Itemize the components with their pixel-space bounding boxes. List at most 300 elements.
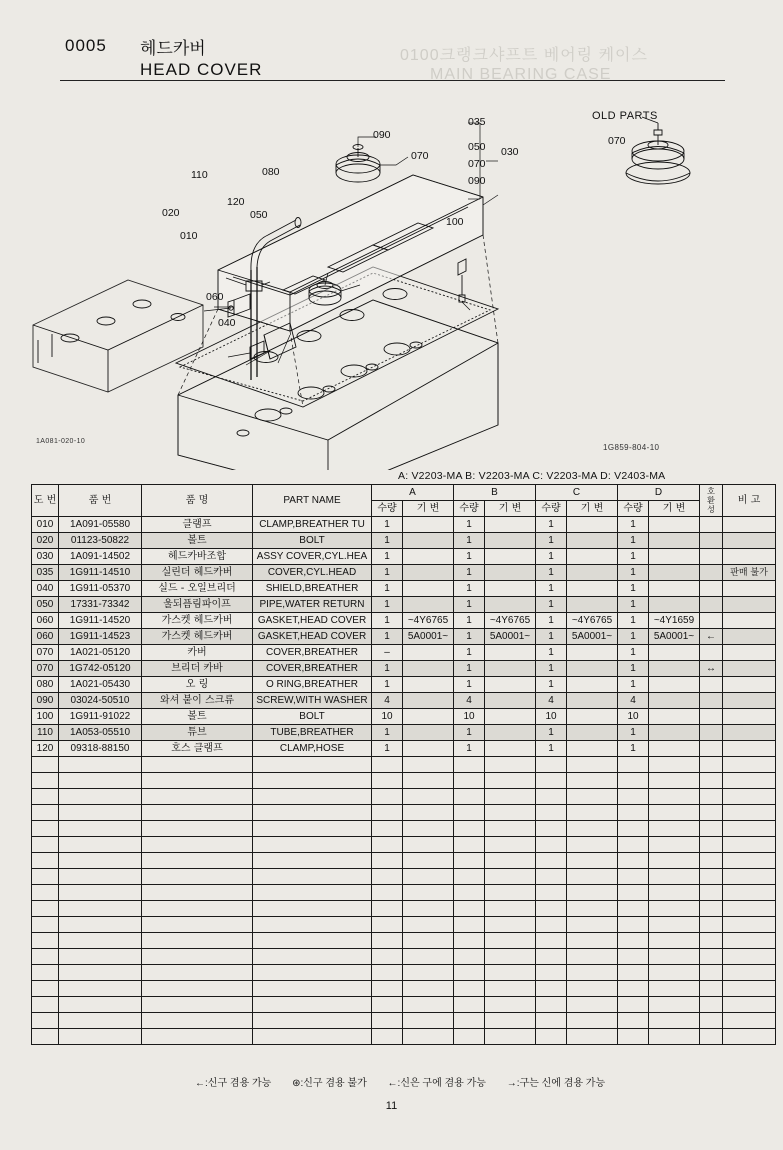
cell-part-name-en: CLAMP,BREATHER TU bbox=[253, 517, 372, 533]
cell-empty bbox=[536, 869, 567, 885]
cell-change-d bbox=[649, 517, 700, 533]
cell-remarks bbox=[723, 581, 776, 597]
cell-empty bbox=[618, 901, 649, 917]
cell-part-name-en: GASKET,HEAD COVER bbox=[253, 613, 372, 629]
cell-empty bbox=[567, 885, 618, 901]
cell-empty bbox=[372, 757, 403, 773]
cell-qty-d: 1 bbox=[618, 661, 649, 677]
cell-empty bbox=[649, 853, 700, 869]
cell-empty bbox=[618, 869, 649, 885]
cell-change-c bbox=[567, 693, 618, 709]
section-title-kr: 헤드카버 bbox=[140, 39, 206, 59]
cell-empty bbox=[618, 917, 649, 933]
table-row bbox=[32, 741, 776, 757]
cell-change-d: ~4Y1659 bbox=[649, 613, 700, 629]
cell-empty bbox=[59, 981, 142, 997]
cell-remarks bbox=[723, 517, 776, 533]
header-group-B: B bbox=[454, 485, 536, 501]
cell-empty bbox=[142, 965, 253, 981]
table-row-empty bbox=[32, 1029, 776, 1045]
table-row-empty bbox=[32, 933, 776, 949]
cell-qty-a: 1 bbox=[372, 549, 403, 565]
cell-empty bbox=[723, 949, 776, 965]
cell-empty bbox=[536, 837, 567, 853]
cell-change-b bbox=[485, 741, 536, 757]
cell-change-b bbox=[485, 565, 536, 581]
callout-070: 070 bbox=[411, 150, 429, 162]
table-row bbox=[32, 645, 776, 661]
cell-change-c bbox=[567, 725, 618, 741]
header-change-D: 기 변 bbox=[649, 501, 700, 517]
cell-part-no: 1G911-91022 bbox=[59, 709, 142, 725]
cell-ref-no: 120 bbox=[32, 741, 59, 757]
cell-empty bbox=[454, 821, 485, 837]
table-row-empty bbox=[32, 805, 776, 821]
cell-change-d bbox=[649, 597, 700, 613]
cell-empty bbox=[142, 917, 253, 933]
cell-change-b: 5A0001~ bbox=[485, 629, 536, 645]
cell-ref-no: 100 bbox=[32, 709, 59, 725]
cell-empty bbox=[372, 805, 403, 821]
cell-part-name-en: O RING,BREATHER bbox=[253, 677, 372, 693]
cell-change-b bbox=[485, 661, 536, 677]
cell-empty bbox=[372, 821, 403, 837]
cell-qty-c: 10 bbox=[536, 709, 567, 725]
ghost-text-en: MAIN BEARING CASE bbox=[430, 66, 612, 83]
cell-qty-b: 1 bbox=[454, 549, 485, 565]
cell-empty bbox=[649, 965, 700, 981]
cell-empty bbox=[536, 821, 567, 837]
cell-part-name-en: CLAMP,HOSE bbox=[253, 741, 372, 757]
cell-empty bbox=[567, 757, 618, 773]
cell-change-c bbox=[567, 645, 618, 661]
cell-ref-no: 070 bbox=[32, 645, 59, 661]
cell-part-name-en: TUBE,BREATHER bbox=[253, 725, 372, 741]
cell-change-c bbox=[567, 741, 618, 757]
cell-empty bbox=[723, 917, 776, 933]
table-row-empty bbox=[32, 757, 776, 773]
cell-empty bbox=[372, 773, 403, 789]
cell-empty bbox=[32, 789, 59, 805]
table-row bbox=[32, 565, 776, 581]
cell-part-name-en: BOLT bbox=[253, 709, 372, 725]
cell-empty bbox=[485, 789, 536, 805]
cell-qty-d: 1 bbox=[618, 645, 649, 661]
legend-item-3: →:구는 신에 겸용 가능 bbox=[506, 1078, 606, 1089]
cell-qty-d: 1 bbox=[618, 741, 649, 757]
cell-change-a bbox=[403, 581, 454, 597]
cell-empty bbox=[649, 1013, 700, 1029]
cell-empty bbox=[59, 997, 142, 1013]
table-row bbox=[32, 677, 776, 693]
table-row bbox=[32, 549, 776, 565]
cell-change-a bbox=[403, 709, 454, 725]
callout-050b: 050 bbox=[468, 141, 486, 153]
cell-qty-c: 4 bbox=[536, 693, 567, 709]
cell-empty bbox=[454, 917, 485, 933]
cell-empty bbox=[372, 1029, 403, 1045]
cell-empty bbox=[403, 949, 454, 965]
cell-empty bbox=[536, 757, 567, 773]
cell-empty bbox=[536, 853, 567, 869]
cell-interchange bbox=[700, 741, 723, 757]
cell-part-no: 1G911-14523 bbox=[59, 629, 142, 645]
cell-empty bbox=[59, 869, 142, 885]
cell-empty bbox=[618, 821, 649, 837]
cell-empty bbox=[142, 1013, 253, 1029]
cell-empty bbox=[485, 773, 536, 789]
cell-empty bbox=[723, 981, 776, 997]
cell-empty bbox=[700, 773, 723, 789]
cell-empty bbox=[59, 773, 142, 789]
cell-empty bbox=[567, 901, 618, 917]
cell-empty bbox=[372, 1013, 403, 1029]
cell-empty bbox=[403, 1013, 454, 1029]
table-row-empty bbox=[32, 837, 776, 853]
cell-empty bbox=[454, 773, 485, 789]
header-ref-no: 도 번 bbox=[32, 485, 59, 517]
legend bbox=[195, 1074, 623, 1089]
cell-empty bbox=[403, 901, 454, 917]
cell-interchange bbox=[700, 709, 723, 725]
cell-empty bbox=[700, 949, 723, 965]
cell-empty bbox=[59, 965, 142, 981]
cell-ref-no: 080 bbox=[32, 677, 59, 693]
header-part-name-en: PART NAME bbox=[253, 485, 372, 517]
header-remarks: 비 고 bbox=[723, 485, 776, 517]
cell-empty bbox=[142, 789, 253, 805]
cell-empty bbox=[567, 773, 618, 789]
cell-qty-a: 1 bbox=[372, 565, 403, 581]
cell-qty-a: – bbox=[372, 645, 403, 661]
cell-interchange bbox=[700, 581, 723, 597]
cell-empty bbox=[723, 789, 776, 805]
cell-empty bbox=[142, 981, 253, 997]
cell-empty bbox=[567, 997, 618, 1013]
cell-ref-no: 035 bbox=[32, 565, 59, 581]
cell-change-b bbox=[485, 533, 536, 549]
cell-part-no: 1G911-05370 bbox=[59, 581, 142, 597]
table-row-empty bbox=[32, 773, 776, 789]
cell-empty bbox=[454, 869, 485, 885]
cell-empty bbox=[403, 965, 454, 981]
cell-empty bbox=[32, 901, 59, 917]
drawing-no-right: 1G859-804-10 bbox=[603, 443, 660, 452]
cell-qty-b: 10 bbox=[454, 709, 485, 725]
header-change-B: 기 변 bbox=[485, 501, 536, 517]
cell-empty bbox=[59, 837, 142, 853]
cell-empty bbox=[485, 869, 536, 885]
cell-empty bbox=[485, 901, 536, 917]
cell-empty bbox=[649, 837, 700, 853]
cell-empty bbox=[403, 821, 454, 837]
cell-interchange: ← bbox=[700, 629, 723, 645]
cell-change-b bbox=[485, 677, 536, 693]
cell-empty bbox=[253, 885, 372, 901]
cell-empty bbox=[536, 789, 567, 805]
cell-qty-b: 1 bbox=[454, 517, 485, 533]
cell-empty bbox=[32, 805, 59, 821]
cell-empty bbox=[700, 1029, 723, 1045]
cell-empty bbox=[454, 901, 485, 917]
cell-empty bbox=[649, 917, 700, 933]
cell-empty bbox=[59, 1013, 142, 1029]
cell-empty bbox=[32, 917, 59, 933]
cell-qty-c: 1 bbox=[536, 725, 567, 741]
cell-qty-c: 1 bbox=[536, 517, 567, 533]
cell-empty bbox=[723, 821, 776, 837]
cell-qty-b: 1 bbox=[454, 741, 485, 757]
cell-empty bbox=[142, 1029, 253, 1045]
section-code: 0005 bbox=[65, 36, 107, 55]
cell-change-a bbox=[403, 565, 454, 581]
cell-empty bbox=[618, 757, 649, 773]
cell-interchange bbox=[700, 533, 723, 549]
table-row bbox=[32, 693, 776, 709]
cell-change-d bbox=[649, 693, 700, 709]
cell-empty bbox=[142, 869, 253, 885]
legend-item-0: ←:신구 겸용 가능 bbox=[195, 1078, 272, 1089]
cell-empty bbox=[253, 981, 372, 997]
header-group-D: D bbox=[618, 485, 700, 501]
cell-empty bbox=[723, 853, 776, 869]
cell-empty bbox=[142, 805, 253, 821]
cell-change-d bbox=[649, 533, 700, 549]
header-group-C: C bbox=[536, 485, 618, 501]
cell-empty bbox=[618, 837, 649, 853]
cell-empty bbox=[454, 981, 485, 997]
cell-qty-b: 1 bbox=[454, 533, 485, 549]
cell-qty-a: 1 bbox=[372, 613, 403, 629]
cell-empty bbox=[618, 965, 649, 981]
table-row bbox=[32, 597, 776, 613]
cell-empty bbox=[403, 885, 454, 901]
cell-empty bbox=[649, 997, 700, 1013]
cell-empty bbox=[142, 901, 253, 917]
cell-ref-no: 020 bbox=[32, 533, 59, 549]
cell-interchange bbox=[700, 613, 723, 629]
cell-empty bbox=[567, 965, 618, 981]
cell-interchange bbox=[700, 517, 723, 533]
table-row bbox=[32, 629, 776, 645]
cell-empty bbox=[485, 805, 536, 821]
cell-empty bbox=[454, 757, 485, 773]
cell-empty bbox=[454, 965, 485, 981]
cell-qty-a: 1 bbox=[372, 533, 403, 549]
cell-part-name-en: PIPE,WATER RETURN bbox=[253, 597, 372, 613]
cell-qty-d: 1 bbox=[618, 549, 649, 565]
cell-remarks bbox=[723, 709, 776, 725]
cell-interchange bbox=[700, 725, 723, 741]
cell-empty bbox=[649, 821, 700, 837]
callout-010: 010 bbox=[180, 230, 198, 242]
cell-empty bbox=[700, 997, 723, 1013]
cell-qty-d: 1 bbox=[618, 629, 649, 645]
cell-change-b: ~4Y6765 bbox=[485, 613, 536, 629]
cell-empty bbox=[649, 773, 700, 789]
cell-ref-no: 040 bbox=[32, 581, 59, 597]
cell-empty bbox=[59, 885, 142, 901]
cell-empty bbox=[618, 997, 649, 1013]
cell-empty bbox=[618, 805, 649, 821]
cell-empty bbox=[700, 789, 723, 805]
table-row-empty bbox=[32, 997, 776, 1013]
parts-table bbox=[31, 484, 776, 1045]
cell-remarks bbox=[723, 597, 776, 613]
cell-change-c bbox=[567, 533, 618, 549]
cell-empty bbox=[142, 933, 253, 949]
cell-empty bbox=[649, 1029, 700, 1045]
cell-qty-c: 1 bbox=[536, 597, 567, 613]
cell-remarks bbox=[723, 549, 776, 565]
cell-empty bbox=[536, 1029, 567, 1045]
cell-qty-b: 1 bbox=[454, 565, 485, 581]
callout-110: 110 bbox=[191, 169, 208, 181]
cell-empty bbox=[723, 933, 776, 949]
cell-empty bbox=[253, 869, 372, 885]
table-row-empty bbox=[32, 981, 776, 997]
cell-empty bbox=[723, 757, 776, 773]
callout-100: 100 bbox=[446, 216, 464, 228]
cell-qty-a: 1 bbox=[372, 597, 403, 613]
cell-empty bbox=[454, 837, 485, 853]
cell-qty-c: 1 bbox=[536, 565, 567, 581]
cell-empty bbox=[536, 933, 567, 949]
cell-empty bbox=[536, 1013, 567, 1029]
cell-part-name-kr: 와셔 붙이 스크류 bbox=[142, 693, 253, 709]
cell-part-name-en: BOLT bbox=[253, 533, 372, 549]
cell-empty bbox=[59, 789, 142, 805]
cell-empty bbox=[485, 837, 536, 853]
section-title-en: HEAD COVER bbox=[140, 60, 263, 79]
cell-empty bbox=[403, 805, 454, 821]
table-row-empty bbox=[32, 1013, 776, 1029]
cell-change-c bbox=[567, 661, 618, 677]
cell-qty-d: 1 bbox=[618, 533, 649, 549]
cell-empty bbox=[649, 757, 700, 773]
cell-change-b bbox=[485, 725, 536, 741]
table-row-empty bbox=[32, 789, 776, 805]
cell-part-no: 17331-73342 bbox=[59, 597, 142, 613]
cell-ref-no: 110 bbox=[32, 725, 59, 741]
cell-qty-a: 1 bbox=[372, 517, 403, 533]
cell-empty bbox=[723, 1013, 776, 1029]
cell-change-c bbox=[567, 565, 618, 581]
cell-empty bbox=[32, 1029, 59, 1045]
cell-empty bbox=[32, 1013, 59, 1029]
cell-qty-c: 1 bbox=[536, 677, 567, 693]
cell-empty bbox=[454, 1013, 485, 1029]
cell-empty bbox=[372, 869, 403, 885]
callout-060: 060 bbox=[206, 291, 224, 303]
cell-empty bbox=[403, 853, 454, 869]
cell-qty-b: 1 bbox=[454, 725, 485, 741]
cell-qty-b: 4 bbox=[454, 693, 485, 709]
cell-change-b bbox=[485, 517, 536, 533]
cell-empty bbox=[253, 837, 372, 853]
cell-remarks bbox=[723, 741, 776, 757]
cell-qty-a: 4 bbox=[372, 693, 403, 709]
cell-empty bbox=[700, 805, 723, 821]
callout-090b: 090 bbox=[468, 175, 486, 187]
cell-part-name-en: COVER,BREATHER bbox=[253, 645, 372, 661]
cell-qty-b: 1 bbox=[454, 645, 485, 661]
cell-qty-d: 1 bbox=[618, 581, 649, 597]
table-row bbox=[32, 613, 776, 629]
cell-empty bbox=[253, 757, 372, 773]
cell-empty bbox=[567, 1029, 618, 1045]
cell-change-c bbox=[567, 549, 618, 565]
cell-ref-no: 070 bbox=[32, 661, 59, 677]
cell-empty bbox=[536, 917, 567, 933]
cell-empty bbox=[536, 949, 567, 965]
cell-empty bbox=[454, 1029, 485, 1045]
callout-070b: 070 bbox=[468, 158, 486, 170]
table-row bbox=[32, 581, 776, 597]
cell-qty-d: 1 bbox=[618, 565, 649, 581]
cell-change-d: 5A0001~ bbox=[649, 629, 700, 645]
cell-qty-a: 1 bbox=[372, 661, 403, 677]
header-divider bbox=[60, 80, 725, 81]
cell-empty bbox=[723, 773, 776, 789]
callout-120: 120 bbox=[227, 196, 245, 208]
cell-change-d bbox=[649, 549, 700, 565]
header-change-C: 기 변 bbox=[567, 501, 618, 517]
cell-empty bbox=[454, 933, 485, 949]
cell-change-a bbox=[403, 533, 454, 549]
cell-change-b bbox=[485, 645, 536, 661]
cell-empty bbox=[372, 981, 403, 997]
cell-empty bbox=[372, 949, 403, 965]
cell-empty bbox=[485, 1029, 536, 1045]
cell-empty bbox=[454, 853, 485, 869]
cell-empty bbox=[485, 997, 536, 1013]
cell-empty bbox=[372, 789, 403, 805]
cell-empty bbox=[372, 885, 403, 901]
cell-empty bbox=[618, 933, 649, 949]
table-row bbox=[32, 661, 776, 677]
table-row bbox=[32, 533, 776, 549]
cell-empty bbox=[700, 901, 723, 917]
table-row-empty bbox=[32, 821, 776, 837]
cell-qty-a: 1 bbox=[372, 725, 403, 741]
cell-empty bbox=[253, 821, 372, 837]
cell-empty bbox=[723, 885, 776, 901]
cell-empty bbox=[700, 853, 723, 869]
cell-change-c bbox=[567, 517, 618, 533]
cell-empty bbox=[700, 917, 723, 933]
ghost-text-kr: 0100크랭크샤프트 베어링 케이스 bbox=[400, 47, 648, 64]
header-group-A: A bbox=[372, 485, 454, 501]
cell-change-d bbox=[649, 741, 700, 757]
cell-change-c bbox=[567, 597, 618, 613]
cell-empty bbox=[700, 837, 723, 853]
table-row-empty bbox=[32, 965, 776, 981]
callout-090: 090 bbox=[373, 129, 391, 141]
cell-empty bbox=[700, 965, 723, 981]
cell-empty bbox=[59, 757, 142, 773]
cell-empty bbox=[32, 949, 59, 965]
cell-empty bbox=[485, 885, 536, 901]
cell-change-a bbox=[403, 741, 454, 757]
cell-empty bbox=[372, 837, 403, 853]
exploded-parts-illustration bbox=[28, 95, 758, 470]
cell-empty bbox=[618, 773, 649, 789]
callout-080: 080 bbox=[262, 166, 280, 178]
cell-empty bbox=[567, 853, 618, 869]
cell-empty bbox=[403, 757, 454, 773]
cell-part-no: 1A021-05430 bbox=[59, 677, 142, 693]
